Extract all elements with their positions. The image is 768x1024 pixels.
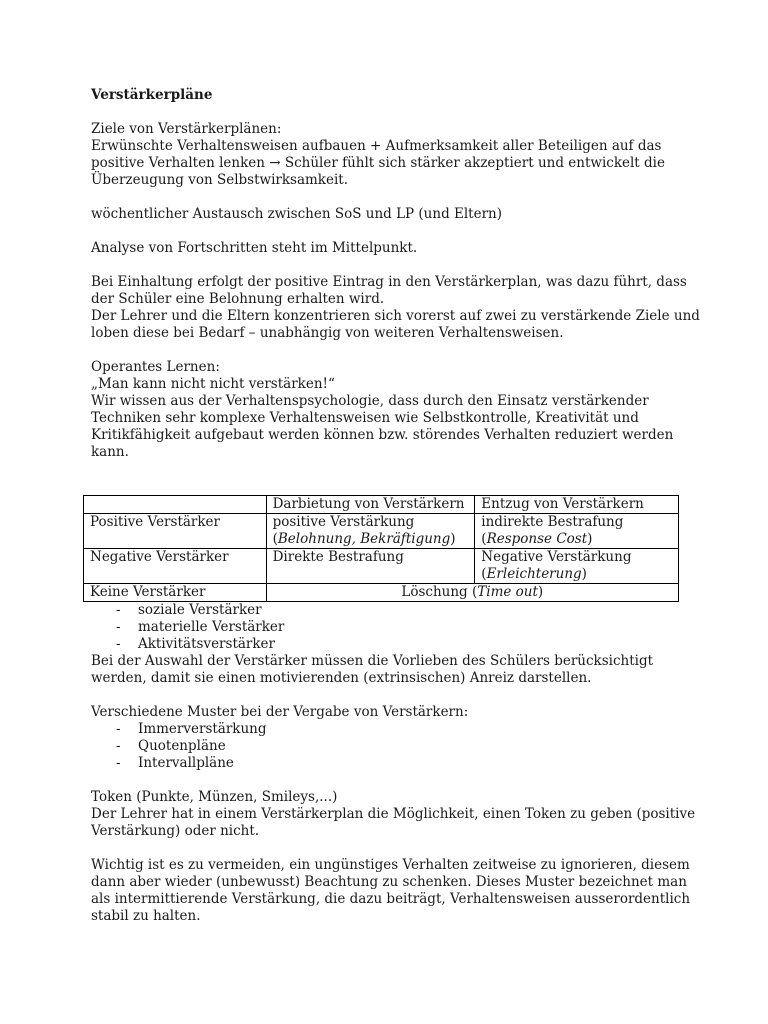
einhaltung-line: Bei Einhaltung erfolgt der positive Eintrag in den Verstärkerplan, was dazu führt, dass [91, 274, 687, 290]
document-content [90, 87, 700, 925]
bullet-dash: - [116, 619, 121, 635]
cell-text: positive Verstärkung [272, 514, 415, 530]
list-item-text: soziale Verstärker [138, 602, 262, 618]
operant-quote: „Man kann nicht nicht verstärken!“ [91, 376, 335, 392]
einhaltung-line: loben diese bei Bedarf – unabhängig von weiteren Verhaltensweisen. [91, 325, 564, 341]
table-merged-cell [266, 584, 678, 602]
cell-text: Direkte Bestrafung [272, 549, 404, 565]
ziele-line: Überzeugung von Selbstwirksamkeit. [91, 172, 349, 188]
cell-text: ) [587, 531, 593, 547]
bullet-dash: - [116, 738, 121, 754]
table-row-label: Keine Verstärker [84, 584, 267, 602]
table-cell [475, 514, 679, 549]
einhaltung-line: Der Lehrer und die Eltern konzentrieren sich vorerst auf zwei zu verstärkende Ziele und [91, 308, 700, 324]
token-heading: Token (Punkte, Münzen, Smileys,...) [91, 789, 338, 805]
bullet-dash: - [116, 721, 121, 737]
einhaltung-line: der Schüler eine Belohnung erhalten wird. [91, 291, 385, 307]
list-item-text: Quotenpläne [138, 738, 226, 754]
cell-text: ) [537, 584, 544, 600]
cell-text: ( [481, 531, 487, 547]
cell-text: ) [450, 531, 456, 547]
cell-italic-text: Response Cost [486, 531, 588, 547]
list-item-text: Intervallpläne [138, 755, 234, 771]
cell-text: ( [272, 531, 278, 547]
list-item [91, 721, 691, 738]
operant-line: Kritikfähigkeit aufgebaut werden können bzw. störendes Verhalten reduziert werden [91, 427, 674, 443]
operant-line: Wir wissen aus der Verhaltenspsychologie, dass durch den Einsatz verstärkender [91, 393, 649, 409]
cell-text: ) [581, 566, 587, 582]
list-item [91, 636, 691, 653]
table-header-row [84, 496, 679, 514]
operant-heading: Operantes Lernen: [91, 359, 220, 375]
cell-italic-text: Erleichterung [486, 566, 582, 582]
ziele-text: Schüler fühlt sich stärker akzeptiert und entwickelt die [280, 155, 665, 171]
muster-list [91, 721, 691, 772]
table-cell [266, 514, 475, 549]
table-row [84, 514, 679, 549]
analyse-paragraph: Analyse von Fortschritten steht im Mittelpunkt. [91, 240, 418, 256]
cell-text: ( [481, 566, 487, 582]
list-item-text: Immerverstärkung [138, 721, 267, 737]
table-row [84, 584, 679, 602]
operant-line: kann. [91, 444, 129, 460]
ziele-line: Erwünschte Verhaltensweisen aufbauen + Aufmerksamkeit aller Beteiligen auf das [91, 138, 662, 154]
table-row-label: Negative Verstärker [84, 549, 267, 584]
list-item [91, 738, 691, 755]
auswahl-line: werden, damit sie einen motivierenden (extrinsischen) Anreiz darstellen. [91, 670, 592, 686]
arrow-icon: → [269, 155, 281, 171]
verstaerker-types-list [91, 602, 691, 653]
table-header-cell: Darbietung von Verstärkern [266, 496, 475, 514]
cell-italic-text: Belohnung, Bekräftigung [277, 531, 451, 547]
page-title: Verstärkerpläne [91, 87, 213, 103]
list-item-text: Aktivitätsverstärker [138, 636, 275, 652]
list-item [91, 619, 691, 636]
list-item-text: materielle Verstärker [138, 619, 285, 635]
wichtig-line: dann aber wieder (unbewusst) Beachtung zu schenken. Dieses Muster bezeichnet man [91, 874, 687, 890]
token-line: Verstärkung) oder nicht. [91, 823, 260, 839]
table-row [84, 549, 679, 584]
table-row-label: Positive Verstärker [84, 514, 267, 549]
ziele-heading: Ziele von Verstärkerplänen: [91, 121, 282, 137]
operant-line: Techniken sehr komplexe Verhaltensweisen wie Selbstkontrolle, Kreativität und [91, 410, 639, 426]
cell-text: indirekte Bestrafung [481, 514, 624, 530]
bullet-dash: - [116, 755, 121, 771]
table-header-cell [84, 496, 267, 514]
list-item [91, 755, 691, 772]
ziele-line [91, 155, 691, 172]
wichtig-line: als intermittierende Verstärkung, die dazu beiträgt, Verhaltensweisen ausserordentlich [91, 891, 691, 907]
list-item [91, 602, 691, 619]
muster-heading: Verschiedene Muster bei der Vergabe von Verstärkern: [91, 704, 469, 720]
cell-text: Löschung ( [401, 584, 478, 600]
table-cell [266, 549, 475, 584]
wichtig-line: stabil zu halten. [91, 908, 201, 924]
bullet-dash: - [116, 602, 121, 618]
auswahl-line: Bei der Auswahl der Verstärker müssen die Vorlieben des Schülers berücksichtigt [91, 653, 654, 669]
wichtig-line: Wichtig ist es zu vermeiden, ein ungünstiges Verhalten zeitweise zu ignorieren, diesem [91, 857, 690, 873]
ziele-text: positive Verhalten lenken [91, 155, 270, 171]
cell-text: Negative Verstärkung [481, 549, 632, 565]
token-line: Der Lehrer hat in einem Verstärkerplan die Möglichkeit, einen Token zu geben (positive [91, 806, 696, 822]
table-cell [475, 549, 679, 584]
verstaerker-table [83, 495, 679, 602]
austausch-paragraph: wöchentlicher Austausch zwischen SoS und LP (und Eltern) [91, 206, 502, 222]
cell-italic-text: Time out [477, 584, 538, 600]
table-header-cell: Entzug von Verstärkern [475, 496, 679, 514]
bullet-dash: - [116, 636, 121, 652]
